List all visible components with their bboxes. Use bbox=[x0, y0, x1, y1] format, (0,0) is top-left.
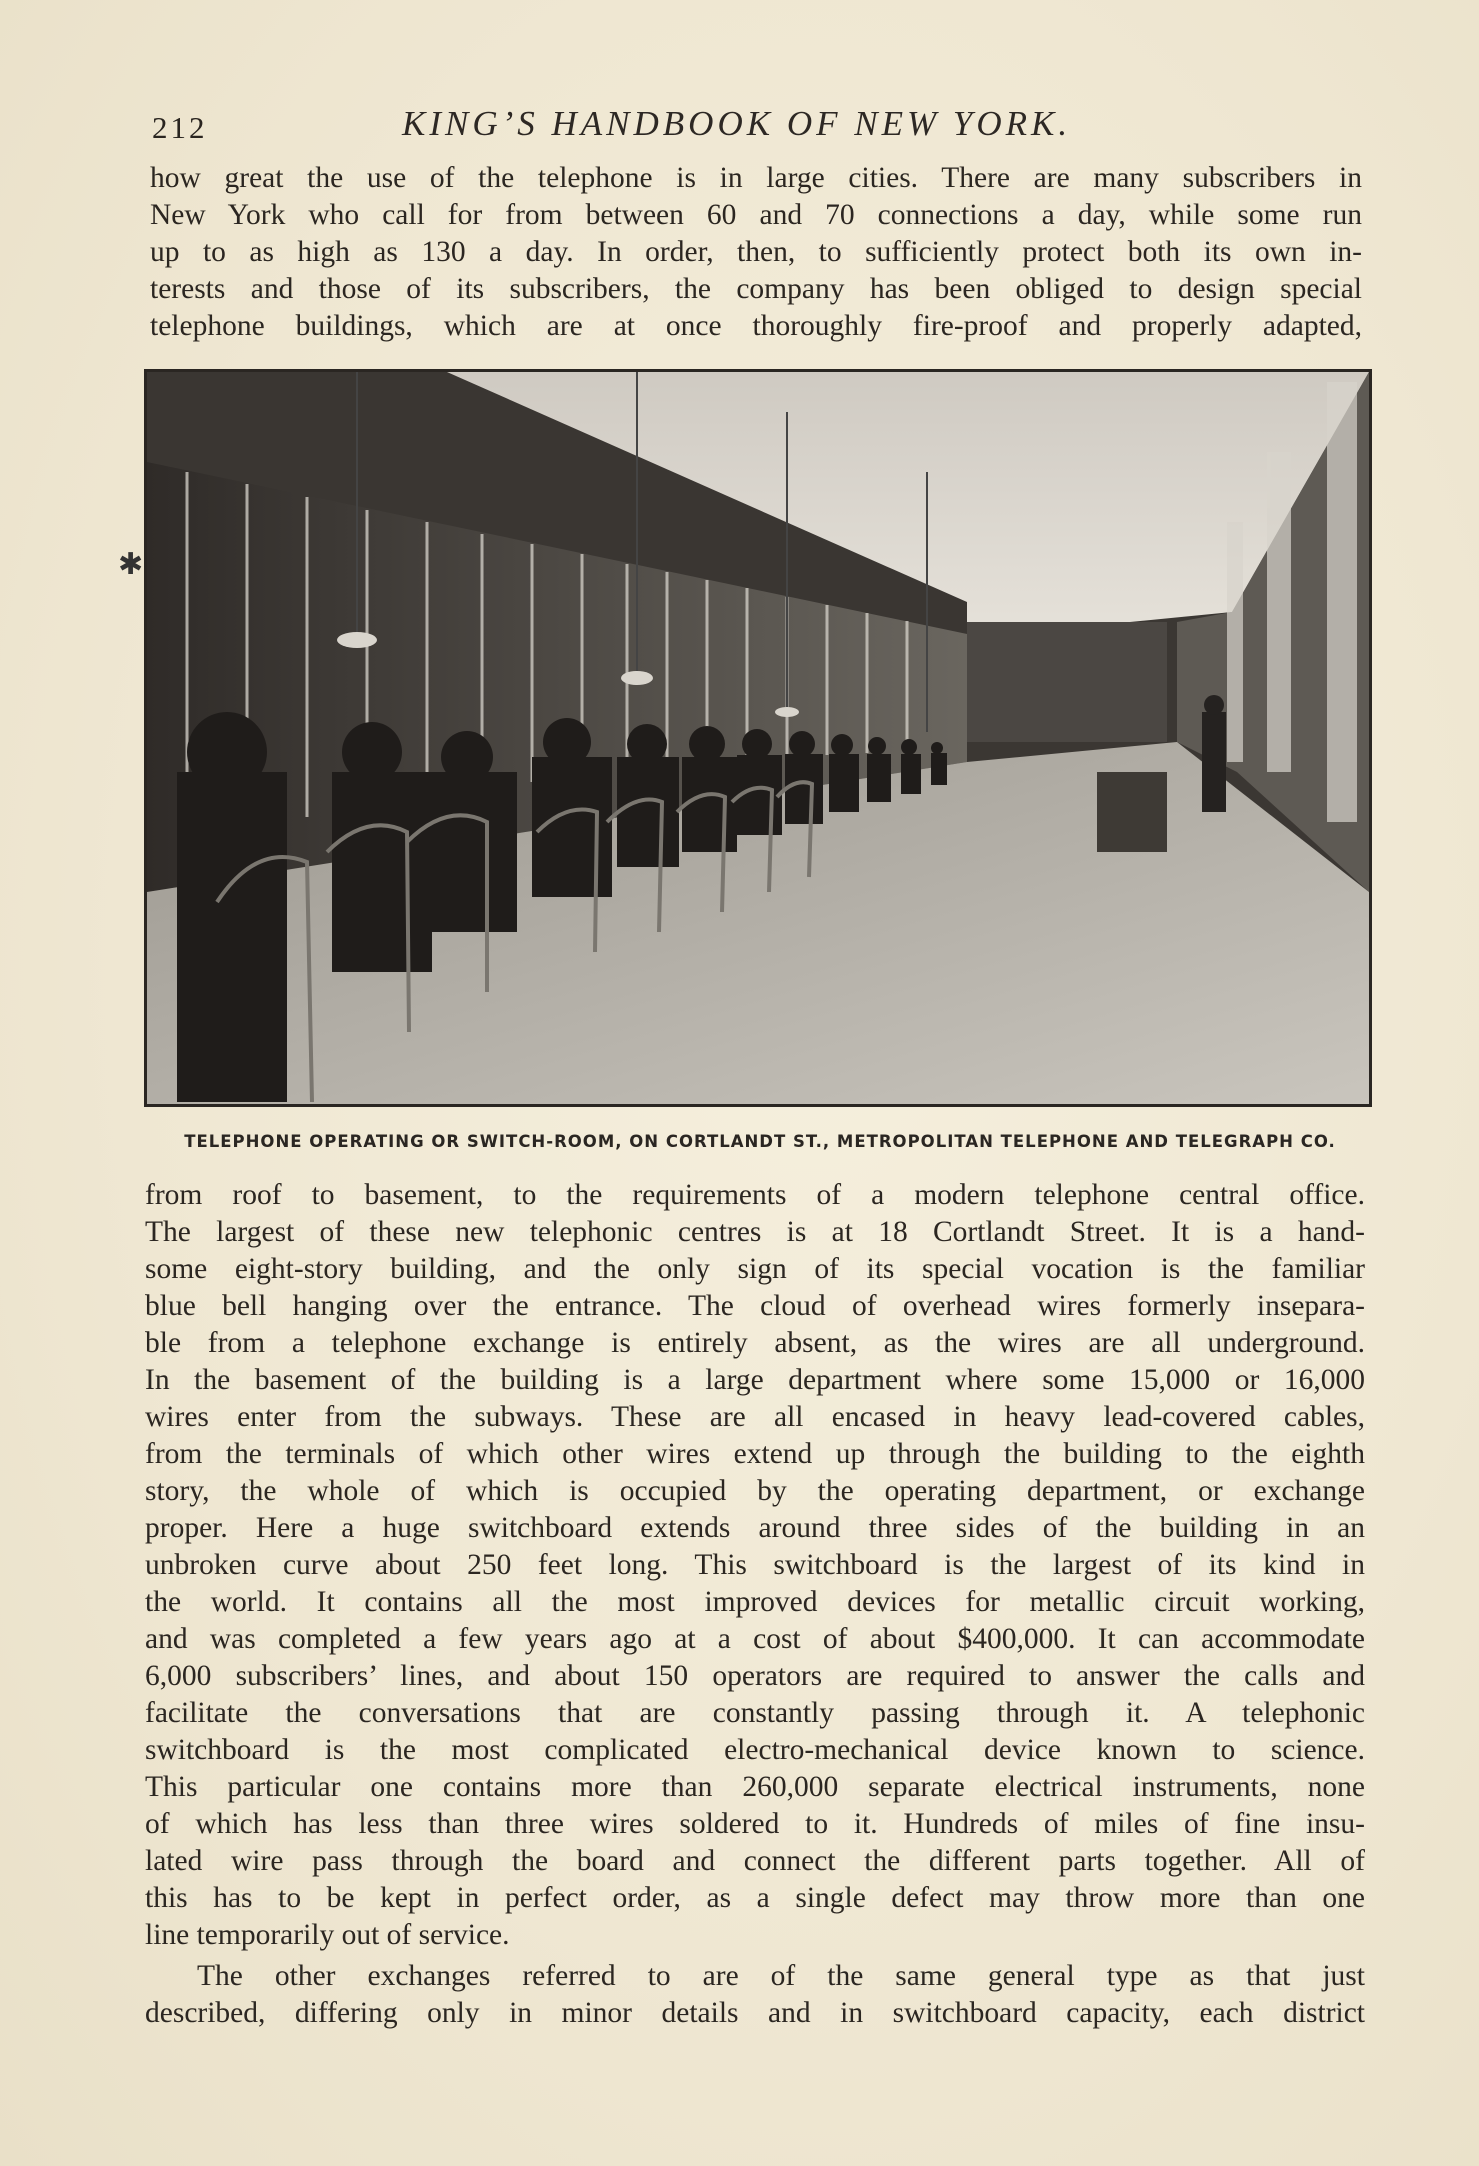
text-line: ble from a telephone exchange is entirely absent, as the wires are all underground. bbox=[145, 1327, 1365, 1359]
margin-mark: ✱ bbox=[118, 547, 144, 582]
text-line: lated wire pass through the board and connect the different parts together. All of bbox=[145, 1845, 1365, 1877]
text-line: some eight-story building, and the only sign of its special vocation is the familiar bbox=[145, 1253, 1365, 1285]
running-title: KING’S HANDBOOK OF NEW YORK. bbox=[402, 104, 1072, 143]
text-line: blue bell hanging over the entrance. The cloud of overhead wires formerly insepara- bbox=[145, 1290, 1365, 1322]
text-line: story, the whole of which is occupied by the operating department, or exchange bbox=[145, 1475, 1365, 1507]
paragraph-1 bbox=[150, 160, 1362, 345]
text-line: proper. Here a huge switchboard extends around three sides of the building in an bbox=[145, 1512, 1365, 1544]
text-line: of which has less than three wires soldered to it. Hundreds of miles of fine insu- bbox=[145, 1808, 1365, 1840]
text-line: this has to be kept in perfect order, as a single defect may throw more than one bbox=[145, 1882, 1365, 1914]
switch-room-photograph bbox=[144, 369, 1372, 1107]
text-line: how great the use of the telephone is in large cities. There are many subscribers in bbox=[150, 162, 1362, 194]
text-line: switchboard is the most complicated electro-mechanical device known to science. bbox=[145, 1734, 1365, 1766]
figure-caption: TELEPHONE OPERATING OR SWITCH-ROOM, ON CORTLANDT ST., METROPOLITAN TELEPHONE AND TELEGRAPH CO. bbox=[184, 1132, 1336, 1151]
text-line: wires enter from the subways. These are all encased in heavy lead-covered cables, bbox=[145, 1401, 1365, 1433]
text-line: from the terminals of which other wires extend up through the building to the eighth bbox=[145, 1438, 1365, 1470]
text-line: described, differing only in minor details and in switchboard capacity, each district bbox=[145, 1997, 1365, 2029]
page-number: 212 bbox=[152, 110, 208, 145]
text-line: up to as high as 130 a day. In order, then, to sufficiently protect both its own in- bbox=[150, 236, 1362, 268]
text-line: 6,000 subscribers’ lines, and about 150 operators are required to answer the calls and bbox=[145, 1660, 1365, 1692]
paragraph-2 bbox=[145, 1177, 1365, 1954]
paragraph-3 bbox=[145, 1958, 1365, 2032]
text-line: from roof to basement, to the requirements of a modern telephone central office. bbox=[145, 1179, 1365, 1211]
text-line: In the basement of the building is a large department where some 15,000 or 16,000 bbox=[145, 1364, 1365, 1396]
text-line: unbroken curve about 250 feet long. This switchboard is the largest of its kind in bbox=[145, 1549, 1365, 1581]
text-line: New York who call for from between 60 and 70 connections a day, while some run bbox=[150, 199, 1362, 231]
text-line: terests and those of its subscribers, the company has been obliged to design special bbox=[150, 273, 1362, 305]
text-line: line temporarily out of service. bbox=[145, 1919, 510, 1951]
text-line: The largest of these new telephonic centres is at 18 Cortlandt Street. It is a hand- bbox=[145, 1216, 1365, 1248]
text-line: This particular one contains more than 260,000 separate electrical instruments, none bbox=[145, 1771, 1365, 1803]
text-line: telephone buildings, which are at once thoroughly fire-proof and properly adapted, bbox=[150, 310, 1362, 342]
text-line: and was completed a few years ago at a cost of about $400,000. It can accommodate bbox=[145, 1623, 1365, 1655]
text-line: facilitate the conversations that are constantly passing through it. A telephonic bbox=[145, 1697, 1365, 1729]
photo-illustration bbox=[147, 372, 1369, 1104]
text-line: The other exchanges referred to are of the same general type as that just bbox=[197, 1960, 1365, 1992]
page-header bbox=[152, 104, 1374, 144]
text-line: the world. It contains all the most improved devices for metallic circuit working, bbox=[145, 1586, 1365, 1618]
